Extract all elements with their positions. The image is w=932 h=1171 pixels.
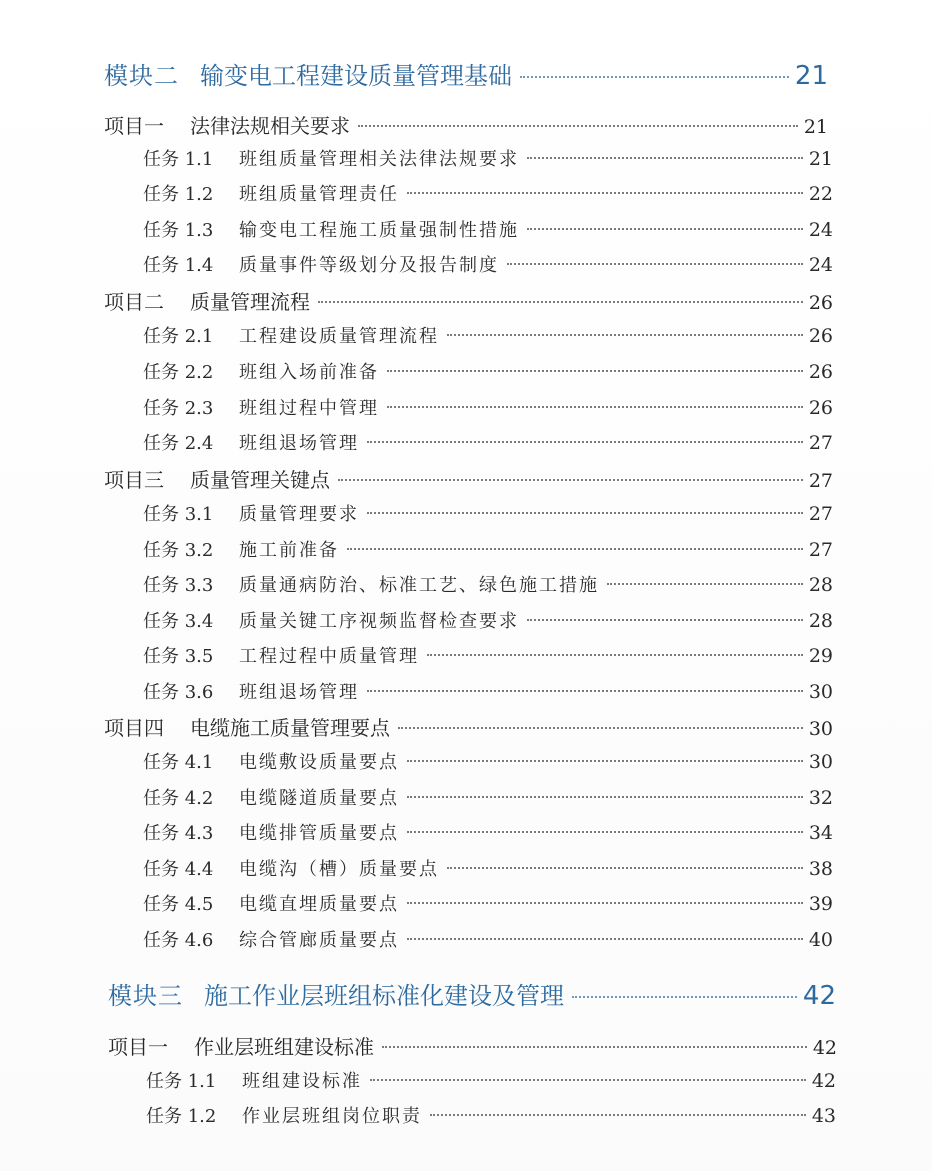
task-label: 任务 3.3 [143,575,214,596]
leader-dots [358,124,798,127]
task-label: 任务 1.4 [143,255,214,276]
project-label: 项目一 [104,114,164,138]
page-number: 30 [808,751,833,773]
page-number: 38 [808,858,833,880]
task-title: 质量通病防治、标准工艺、绿色施工措施 [239,575,599,596]
task-title: 质量管理要求 [239,504,359,525]
task-label: 任务 4.6 [143,930,214,951]
task-label: 任务 3.1 [143,504,214,525]
page-number: 26 [808,292,833,314]
leader-dots [507,262,803,265]
module-label: 模块三 [108,982,183,1010]
leader-dots [347,547,803,550]
page-number: 43 [811,1105,836,1127]
task-label: 任务 3.6 [143,682,214,703]
task-entry[interactable] [143,322,833,348]
task-title: 电缆沟（槽）质量要点 [239,859,439,880]
task-label: 任务 1.2 [143,184,214,205]
leader-dots [447,333,803,336]
task-title: 班组质量管理相关法律法规要求 [239,149,519,170]
task-entry[interactable] [143,180,833,206]
task-title: 电缆直埋质量要点 [239,894,399,915]
leader-dots [367,689,803,692]
leader-dots [527,227,803,230]
task-entry[interactable] [143,251,833,277]
page-number: 21 [808,148,833,170]
module-title: 施工作业层班组标准化建设及管理 [204,982,564,1010]
task-label: 任务 1.1 [146,1071,217,1092]
leader-dots [338,478,803,481]
task-entry[interactable] [143,748,833,774]
leader-dots [407,830,803,833]
leader-dots [407,759,803,762]
leader-dots [387,369,803,372]
leader-dots [527,618,803,621]
task-entry[interactable] [143,394,833,420]
page-number: 26 [808,361,833,383]
task-label: 任务 4.1 [143,752,214,773]
task-entry[interactable] [143,607,833,633]
leader-dots [367,511,803,514]
module-label: 模块二 [104,62,179,90]
task-title: 质量事件等级划分及报告制度 [239,255,499,276]
leader-dots [407,937,803,940]
task-title: 班组入场前准备 [239,362,379,383]
task-entry[interactable] [143,890,833,916]
page-number: 27 [808,470,833,492]
task-entry[interactable] [143,678,833,704]
task-entry[interactable] [143,145,833,171]
page-number: 27 [808,539,833,561]
leader-dots [527,156,803,159]
page-number: 27 [808,503,833,525]
task-title: 电缆隧道质量要点 [239,788,399,809]
task-label: 任务 4.4 [143,859,214,880]
project-title: 质量管理关键点 [190,468,330,492]
page-number: 40 [808,929,833,951]
leader-dots [407,795,803,798]
task-label: 任务 1.1 [143,149,214,170]
project-title: 质量管理流程 [190,290,310,314]
task-label: 任务 1.2 [146,1106,217,1127]
task-label: 任务 1.3 [143,220,214,241]
task-entry[interactable] [143,784,833,810]
task-title: 电缆排管质量要点 [239,823,399,844]
page-number: 22 [808,183,833,205]
module-heading[interactable] [108,976,836,1011]
task-label: 任务 2.3 [143,398,214,419]
page-number: 30 [808,718,833,740]
task-title: 作业层班组岗位职责 [242,1106,422,1127]
task-entry[interactable] [143,819,833,845]
task-label: 任务 3.2 [143,540,214,561]
task-title: 施工前准备 [239,540,339,561]
task-title: 班组退场管理 [239,682,359,703]
page-number: 27 [808,432,833,454]
task-label: 任务 3.4 [143,611,214,632]
leader-dots [427,653,803,656]
leader-dots [430,1113,806,1116]
task-title: 综合管廊质量要点 [239,930,399,951]
leader-dots [447,866,803,869]
task-entry[interactable] [143,571,833,597]
page-number: 42 [802,981,836,1011]
leader-dots [572,995,797,998]
task-entry[interactable] [143,500,833,526]
project-title: 作业层班组建设标准 [194,1035,374,1059]
task-title: 班组建设标准 [242,1071,362,1092]
project-label: 项目一 [108,1035,168,1059]
leader-dots [520,75,789,78]
page-number: 42 [812,1037,837,1059]
task-title: 班组过程中管理 [239,398,379,419]
project-entry[interactable] [104,712,833,741]
task-label: 任务 4.5 [143,894,214,915]
task-label: 任务 2.2 [143,362,214,383]
page-number: 21 [803,116,828,138]
task-entry[interactable] [143,926,833,952]
page-number: 42 [811,1070,836,1092]
page-number: 34 [808,822,833,844]
leader-dots [382,1045,807,1048]
leader-dots [407,901,803,904]
task-title: 输变电工程施工质量强制性措施 [239,220,519,241]
module-heading[interactable] [104,56,828,91]
task-label: 任务 2.1 [143,326,214,347]
leader-dots [370,1078,806,1081]
task-label: 任务 2.4 [143,433,214,454]
task-entry[interactable] [146,1102,836,1128]
project-title: 电缆施工质量管理要点 [190,716,390,740]
leader-dots [398,726,803,729]
task-title: 班组退场管理 [239,433,359,454]
page-number: 24 [808,254,833,276]
page-number: 39 [808,893,833,915]
task-label: 任务 3.5 [143,646,214,667]
task-title: 工程建设质量管理流程 [239,326,439,347]
task-entry[interactable] [143,855,833,881]
page-number: 21 [794,61,828,91]
leader-dots [367,440,803,443]
task-title: 电缆敷设质量要点 [239,752,399,773]
page-number: 28 [808,574,833,596]
task-label: 任务 4.2 [143,788,214,809]
page-number: 30 [808,681,833,703]
project-entry[interactable] [108,1031,837,1060]
project-label: 项目二 [104,290,164,314]
task-title: 工程过程中质量管理 [239,646,419,667]
page-number: 26 [808,397,833,419]
task-label: 任务 4.3 [143,823,214,844]
module-title: 输变电工程建设质量管理基础 [200,62,512,90]
page-number: 32 [808,787,833,809]
project-entry[interactable] [104,464,833,493]
leader-dots [607,582,803,585]
page-number: 26 [808,325,833,347]
project-title: 法律法规相关要求 [190,114,350,138]
leader-dots [318,300,803,303]
task-entry[interactable] [143,216,833,242]
page-number: 29 [808,645,833,667]
page-number: 24 [808,219,833,241]
task-entry[interactable] [143,536,833,562]
project-label: 项目四 [104,716,164,740]
task-entry[interactable] [143,358,833,384]
leader-dots [407,191,803,194]
task-entry[interactable] [146,1067,836,1093]
project-label: 项目三 [104,468,164,492]
task-title: 质量关键工序视频监督检查要求 [239,611,519,632]
task-title: 班组质量管理责任 [239,184,399,205]
task-entry[interactable] [143,642,833,668]
leader-dots [387,405,803,408]
task-entry[interactable] [143,429,833,455]
page-number: 28 [808,610,833,632]
project-entry[interactable] [104,110,828,139]
project-entry[interactable] [104,286,833,315]
